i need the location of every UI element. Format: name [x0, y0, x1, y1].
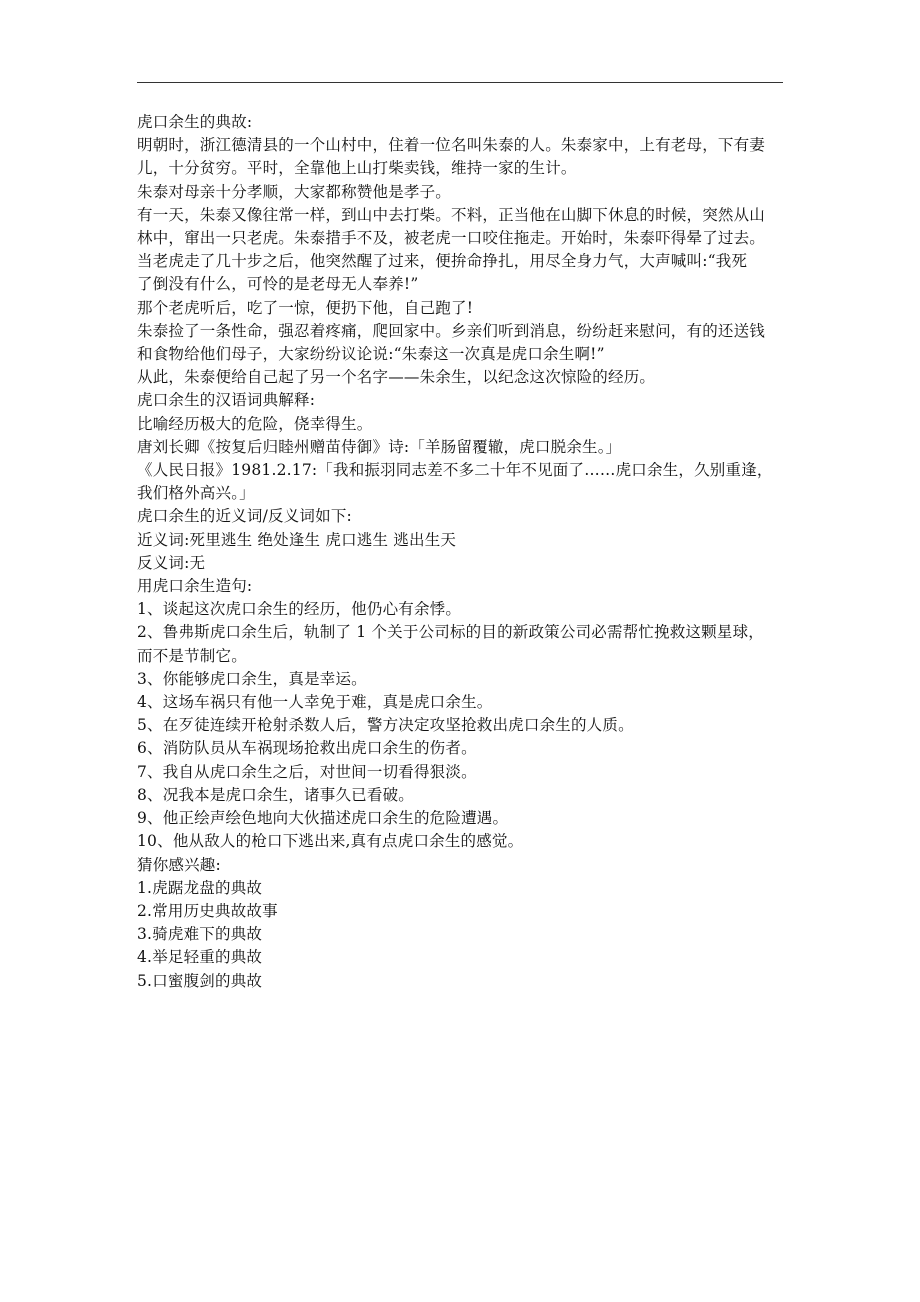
text-line: 从此，朱泰便给自己起了另一个名字——朱余生，以纪念这次惊险的经历。 [137, 368, 656, 387]
text-line: 8、况我本是虎口余生，诸事久已看破。 [137, 785, 414, 804]
text-line: 那个老虎听后，吃了一惊，便扔下他，自己跑了! [137, 298, 474, 317]
text-line: 朱泰对母亲十分孝顺，大家都称赞他是孝子。 [137, 182, 452, 201]
text-line: 1.虎踞龙盘的典故 [137, 878, 263, 897]
text-line: 明朝时，浙江德清县的一个山村中，住着一位名叫朱泰的人。朱泰家中，上有老母，下有妻 [137, 136, 766, 155]
text-line: 6、消防队员从车祸现场抢救出虎口余生的伤者。 [137, 739, 477, 758]
text-line: 1、谈起这次虎口余生的经历，他仍心有余悸。 [137, 600, 462, 619]
text-line: 林中，窜出一只老虎。朱泰措手不及，被老虎一口咬住拖走。开始时，朱泰吓得晕了过去。 [137, 229, 766, 248]
text-line: 3、你能够虎口余生，真是幸运。 [137, 669, 367, 688]
text-line: 比喻经历极大的危险，侥幸得生。 [137, 414, 373, 433]
text-line: 我们格外高兴。」 [137, 484, 255, 503]
text-line: 当老虎走了几十步之后，他突然醒了过来，便拚命挣扎，用尽全身力气，大声喊叫:“我死 [137, 252, 748, 271]
text-line: 2.常用历史典故故事 [137, 901, 278, 920]
header-rule [137, 82, 783, 83]
text-line: 有一天，朱泰又像往常一样，到山中去打柴。不料，正当他在山脚下休息的时候，突然从山 [137, 205, 766, 224]
text-line: 虎口余生的汉语词典解释: [137, 391, 316, 410]
text-line: 近义词:死里逃生 绝处逢生 虎口逃生 逃出生天 [137, 530, 457, 549]
text-line: 而不是节制它。 [137, 646, 247, 665]
text-line: 5.口蜜腹剑的典故 [137, 971, 263, 990]
text-line: 猜你感兴趣: [137, 855, 221, 874]
text-line: 儿，十分贫穷。平时，全靠他上山打柴卖钱，维持一家的生计。 [137, 159, 577, 178]
text-line: 7、我自从虎口余生之后，对世间一切看得狠淡。 [137, 762, 477, 781]
text-line: 4.举足轻重的典故 [137, 948, 263, 967]
document-body [137, 111, 787, 993]
text-line: 虎口余生的近义词/反义词如下: [137, 507, 352, 526]
text-line: 2、鲁弗斯虎口余生后，轨制了 1 个关于公司标的目的新政策公司必需帮忙挽救这颗星球， [137, 623, 764, 642]
text-line: 用虎口余生造句: [137, 577, 253, 596]
text-line: 4、这场车祸只有他一人幸免于难，真是虎口余生。 [137, 693, 493, 712]
text-line: 5、在歹徒连续开枪射杀数人后，警方决定攻坚抢救出虎口余生的人质。 [137, 716, 634, 735]
text-line: 反义词:无 [137, 553, 206, 572]
text-line: 虎口余生的典故: [137, 113, 253, 131]
text-line: 《人民日报》1981.2.17:「我和振羽同志差不多二十年不见面了……虎口余生，久别重逢， [137, 461, 773, 480]
text-line: 10、他从敌人的枪口下逃出来,真有点虎口余生的感觉。 [137, 832, 524, 851]
text-line: 3.骑虎难下的典故 [137, 925, 263, 944]
text-line: 了倒没有什么，可怜的是老母无人奉养!” [137, 275, 419, 294]
text-line: 9、他正绘声绘色地向大伙描述虎口余生的危险遭遇。 [137, 809, 509, 828]
text-line: 朱泰捡了一条性命，强忍着疼痛，爬回家中。乡亲们听到消息，纷纷赶来慰问，有的还送钱 [137, 321, 766, 340]
text-line: 和食物给他们母子，大家纷纷议论说:“朱泰这一次真是虎口余生啊!” [137, 345, 605, 364]
text-line: 唐刘长卿《按复后归睦州赠苗侍御》诗:「羊肠留覆辙，虎口脱余生。」 [137, 437, 622, 456]
